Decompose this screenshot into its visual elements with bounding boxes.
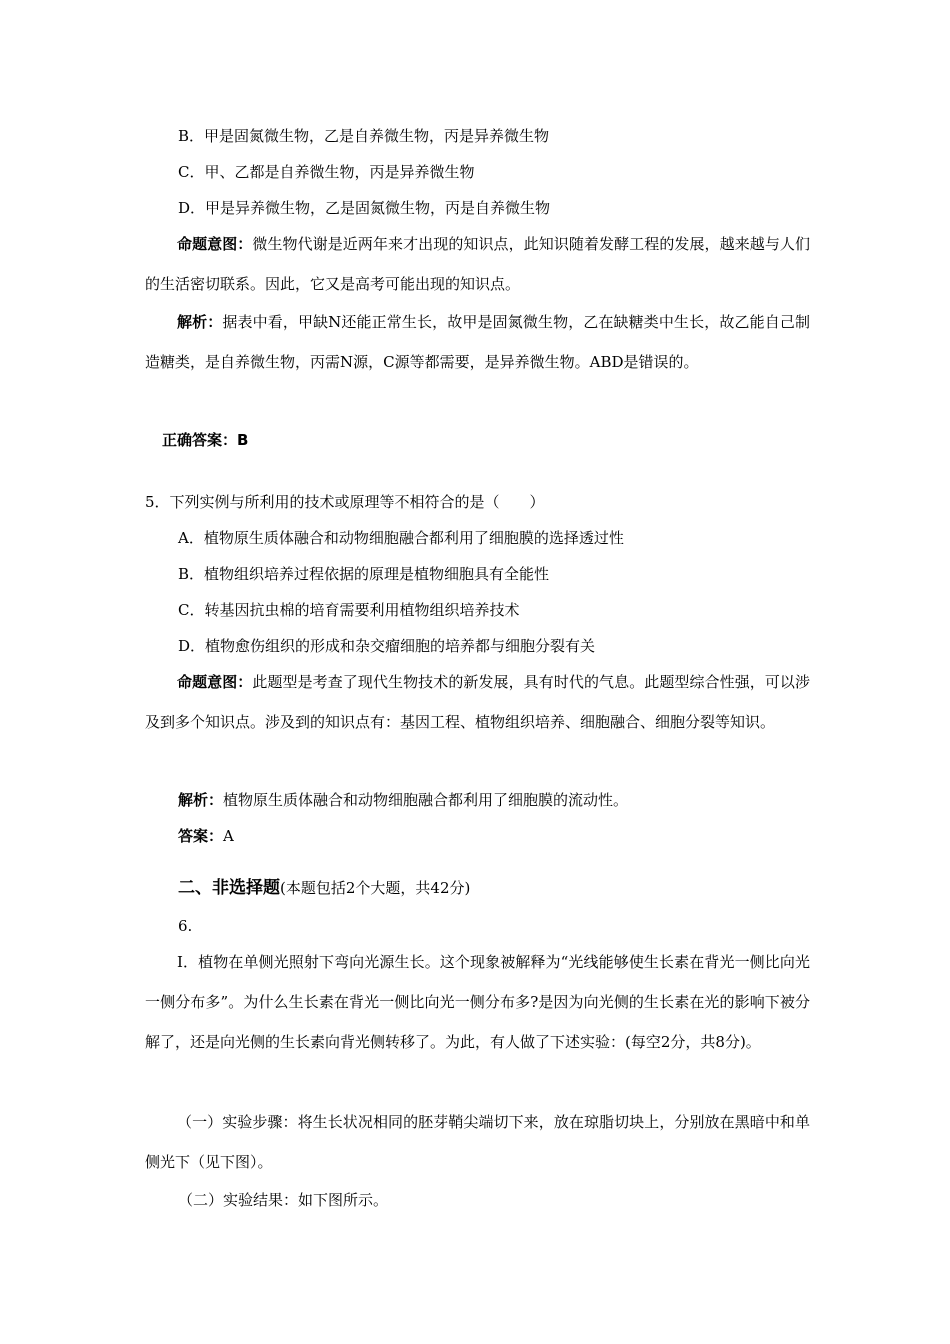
q4-answer-label: 正确答案： (162, 431, 238, 449)
q4-intent-label: 命题意图： (177, 235, 253, 253)
q5-analysis-text: 植物原生质体融合和动物细胞融合都利用了细胞膜的流动性。 (223, 791, 629, 809)
q5-intent-label: 命题意图： (177, 673, 253, 691)
q6-step1: （一）实验步骤：将生长状况相同的胚芽鞘尖端切下来，放在琼脂切块上，分别放在黑暗中和单侧光下（见下图）。 (145, 1113, 810, 1171)
q4-intent-text: 微生物代谢是近两年来才出现的知识点，此知识随着发酵工程的发展，越来越与人们的生活密切联系。因此，它又是高考可能出现的知识点。 (145, 235, 810, 293)
q5-answer-label: 答案： (178, 827, 224, 845)
q5-option-a: A．植物原生质体融合和动物细胞融合都利用了细胞膜的选择透过性 (178, 529, 624, 547)
q4-answer-value: B (237, 431, 249, 449)
section-note: (本题包括2个大题，共42分) (280, 879, 471, 897)
q6-part1: I．植物在单侧光照射下弯向光源生长。这个现象被解释为“光线能够使生长素在背光一侧比向光一侧分布多”。为什么生长素在背光一侧比向光一侧分布多?是因为向光侧的生长素在光的影响下被分解了，还是向光侧的生长素向背光侧转移了。为此，有人做了下述实验：(每空2分，共8分)。 (145, 953, 810, 1051)
q5-intent (145, 662, 810, 742)
q5-answer (178, 826, 234, 846)
q5-answer-value: A (223, 827, 234, 845)
section-title: 二、非选择题 (178, 878, 280, 898)
q6-number: 6. (178, 917, 193, 935)
q5-stem: 5．下列实例与所利用的技术或原理等不相符合的是（ ） (145, 493, 545, 511)
section-heading (178, 878, 470, 898)
q4-intent (145, 224, 810, 304)
q4-option-d: D．甲是异养微生物，乙是固氮微生物，丙是自养微生物 (178, 199, 551, 217)
q5-option-b: B．植物组织培养过程依据的原理是植物细胞具有全能性 (178, 565, 550, 583)
q4-option-b: B．甲是固氮微生物，乙是自养微生物，丙是异养微生物 (178, 127, 550, 145)
q5-analysis-label: 解析： (178, 791, 224, 809)
q6-step2: （二）实验结果：如下图所示。 (178, 1191, 389, 1209)
q4-analysis (145, 302, 810, 382)
q5-option-c: C．转基因抗虫棉的培育需要利用植物组织培养技术 (178, 601, 520, 619)
q4-analysis-label: 解析： (177, 313, 223, 331)
q5-option-d: D．植物愈伤组织的形成和杂交瘤细胞的培养都与细胞分裂有关 (178, 637, 596, 655)
q4-answer (162, 430, 248, 450)
q5-analysis (178, 790, 628, 810)
q4-analysis-text: 据表中看，甲缺N还能正常生长，故甲是固氮微生物，乙在缺糖类中生长，故乙能自己制造糖类，是自养微生物，丙需N源，C源等都需要，是异养微生物。ABD是错误的。 (145, 313, 810, 371)
q5-intent-text: 此题型是考查了现代生物技术的新发展，具有时代的气息。此题型综合性强，可以涉及到多个知识点。涉及到的知识点有：基因工程、植物组织培养、细胞融合、细胞分裂等知识。 (145, 673, 810, 731)
q4-option-c: C．甲、乙都是自养微生物，丙是异养微生物 (178, 163, 475, 181)
